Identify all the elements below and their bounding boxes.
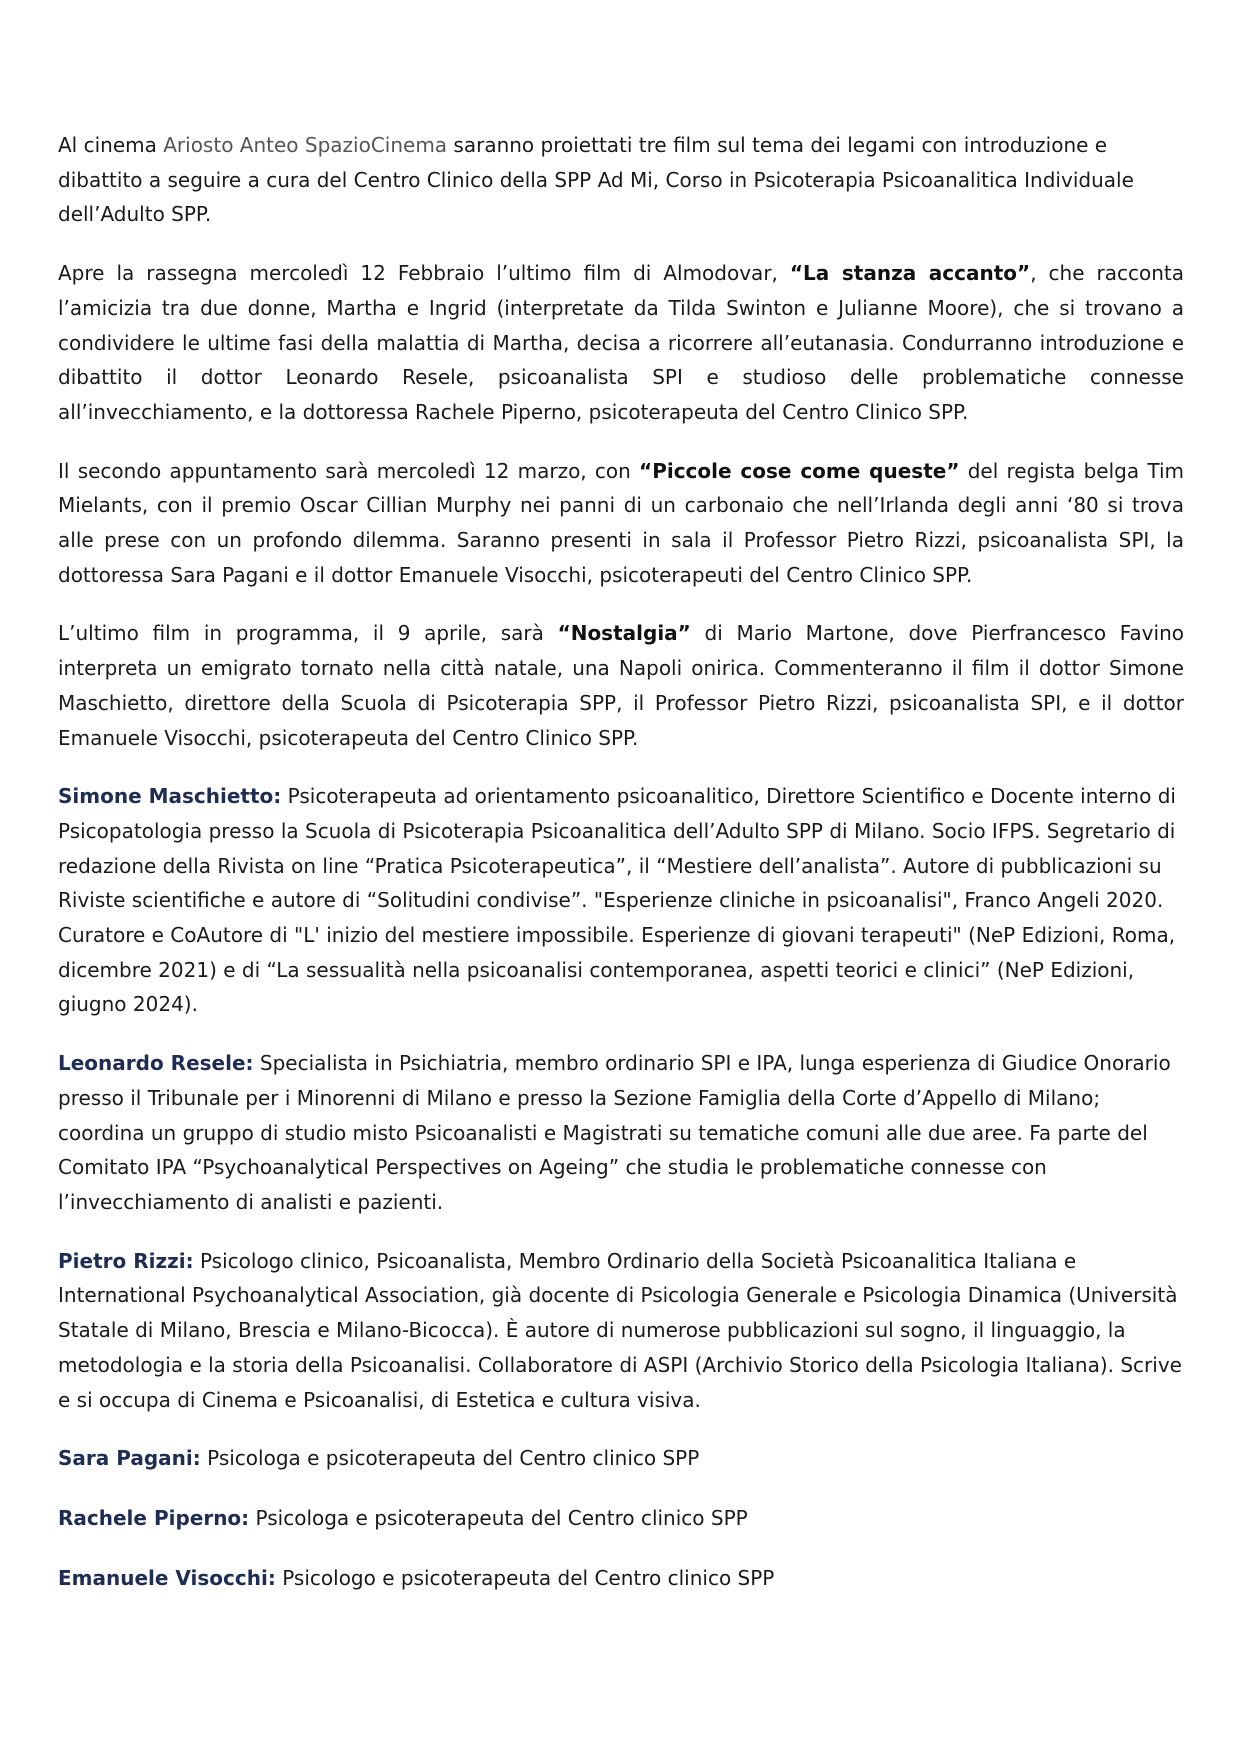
bio-name: Simone Maschietto: xyxy=(58,784,282,809)
bio-text: Psicologo e psicoterapeuta del Centro clinico SPP xyxy=(275,1565,775,1590)
film-2-text-before: Il secondo appuntamento sarà mercoledì 12 marzo, con xyxy=(58,458,640,483)
film-1-text-before: Apre la rassegna mercoledì 12 Febbraio l’ultimo film di Almodovar, xyxy=(58,261,790,286)
film-1-title: “La stanza accanto” xyxy=(789,261,1031,286)
bio-emanuele-visocchi xyxy=(58,1561,1184,1596)
film-paragraph-2 xyxy=(58,454,1184,593)
bio-name: Sara Pagani: xyxy=(58,1446,201,1471)
film-paragraph-1 xyxy=(58,256,1184,430)
bio-name: Emanuele Visocchi: xyxy=(58,1565,276,1590)
film-1-text-after: , che racconta l’amicizia tra due donne, Martha e Ingrid (interpretate da Tilda Swinton e Julianne Moore), che si trovano a condividere le ultime fasi della malattia di Martha, decisa a ricorrere all’eutanasia. Condurranno introduzione e dibattito il dottor Leonardo Resele, psicoanalista SPI e studioso delle problematiche connesse all’invecchiamento, e la dottoressa Rachele Piperno, psicoterapeuta del Centro Clinico SPP. xyxy=(58,261,1184,424)
bio-name: Pietro Rizzi: xyxy=(58,1248,194,1273)
bio-text: Specialista in Psichiatria, membro ordinario SPI e IPA, lunga esperienza di Giudice Onorario presso il Tribunale per i Minorenni di Milano e presso la Sezione Famiglia della Corte d’Appello di Milano; coordina un gruppo di studio misto Psicoanalisti e Magistrati su tematiche comuni alle due aree. Fa parte del Comitato IPA “Psychoanalytical Perspectives on Ageing” che studia le problematiche connesse con l’invecchiamento di analisti e pazienti. xyxy=(58,1051,1171,1214)
bio-sara-pagani xyxy=(58,1441,1184,1476)
film-2-text-after: del regista belga Tim Mielants, con il premio Oscar Cillian Murphy nei panni di un carbonaio che nell’Irlanda degli anni ‘80 si trova alle prese con un profondo dilemma. Saranno presenti in sala il Professor Pietro Rizzi, psicoanalista SPI, la dottoressa Sara Pagani e il dottor Emanuele Visocchi, psicoterapeuti del Centro Clinico SPP. xyxy=(58,458,1184,587)
film-paragraph-3 xyxy=(58,616,1184,755)
bio-text: Psicologa e psicoterapeuta del Centro clinico SPP xyxy=(200,1446,700,1471)
bio-text: Psicologo clinico, Psicoanalista, Membro Ordinario della Società Psicoanalitica Italiana e International Psychoanalytical Association, già docente di Psicologia Generale e Psicologia Dinamica (Università Statale di Milano, Brescia e Milano-Bicocca). È autore di numerose pubblicazioni sul sogno, il linguaggio, la metodologia e la storia della Psicoanalisi. Collaboratore di ASPI (Archivio Storico della Psicologia Italiana). Scrive e si occupa di Cinema e Psicoanalisi, di Estetica e cultura visiva. xyxy=(58,1248,1182,1412)
film-3-text-before: L’ultimo film in programma, il 9 aprile, sarà xyxy=(58,621,558,646)
bio-name: Rachele Piperno: xyxy=(58,1505,250,1530)
intro-paragraph xyxy=(58,128,1184,232)
bio-leonardo-resele xyxy=(58,1046,1184,1220)
film-2-title: “Piccole cose come queste” xyxy=(639,458,960,483)
bio-name: Leonardo Resele: xyxy=(58,1051,254,1076)
film-3-title: “Nostalgia” xyxy=(557,621,691,646)
bio-pietro-rizzi xyxy=(58,1244,1184,1418)
intro-text-after: saranno proiettati tre film sul tema dei legami con introduzione e dibattito a seguire a cura del Centro Clinico della SPP Ad Mi, Corso in Psicoterapia Psicoanalitica Individuale dell’Adulto SPP. xyxy=(58,133,1134,227)
cinema-venue-link[interactable]: Ariosto Anteo SpazioCinema xyxy=(163,133,448,157)
bio-text: Psicologa e psicoterapeuta del Centro clinico SPP xyxy=(249,1505,748,1530)
bio-simone-maschietto xyxy=(58,779,1184,1022)
intro-text-before: Al cinema xyxy=(58,133,164,157)
bio-text: Psicoterapeuta ad orientamento psicoanalitico, Direttore Scientifico e Docente interno di Psicopatologia presso la Scuola di Psicoterapia Psicoanalitica dell’Adulto SPP di Milano. Socio IFPS. Segretario di redazione della Rivista on line “Pratica Psicoterapeutica”, il “Mestiere dell’analista”. Autore di pubblicazioni su Riviste scientifiche e autore di “Solitudini condivise”. "Esperienze cliniche in psicoanalisi", Franco Angeli 2020. Curatore e CoAutore di "L' inizio del mestiere impossibile. Esperienze di giovani terapeuti" (NeP Edizioni, Roma, dicembre 2021) e di “La sessualità nella psicoanalisi contemporanea, aspetti teorici e clinici” (NeP Edizioni, giugno 2024). xyxy=(58,784,1176,1017)
bio-rachele-piperno xyxy=(58,1501,1184,1536)
document-page xyxy=(58,128,1184,1620)
film-3-text-after: di Mario Martone, dove Pierfrancesco Favino interpreta un emigrato tornato nella città natale, una Napoli onirica. Commenteranno il film il dottor Simone Maschietto, direttore della Scuola di Psicoterapia SPP, il Professor Pietro Rizzi, psicoanalista SPI, e il dottor Emanuele Visocchi, psicoterapeuta del Centro Clinico SPP. xyxy=(58,621,1184,750)
